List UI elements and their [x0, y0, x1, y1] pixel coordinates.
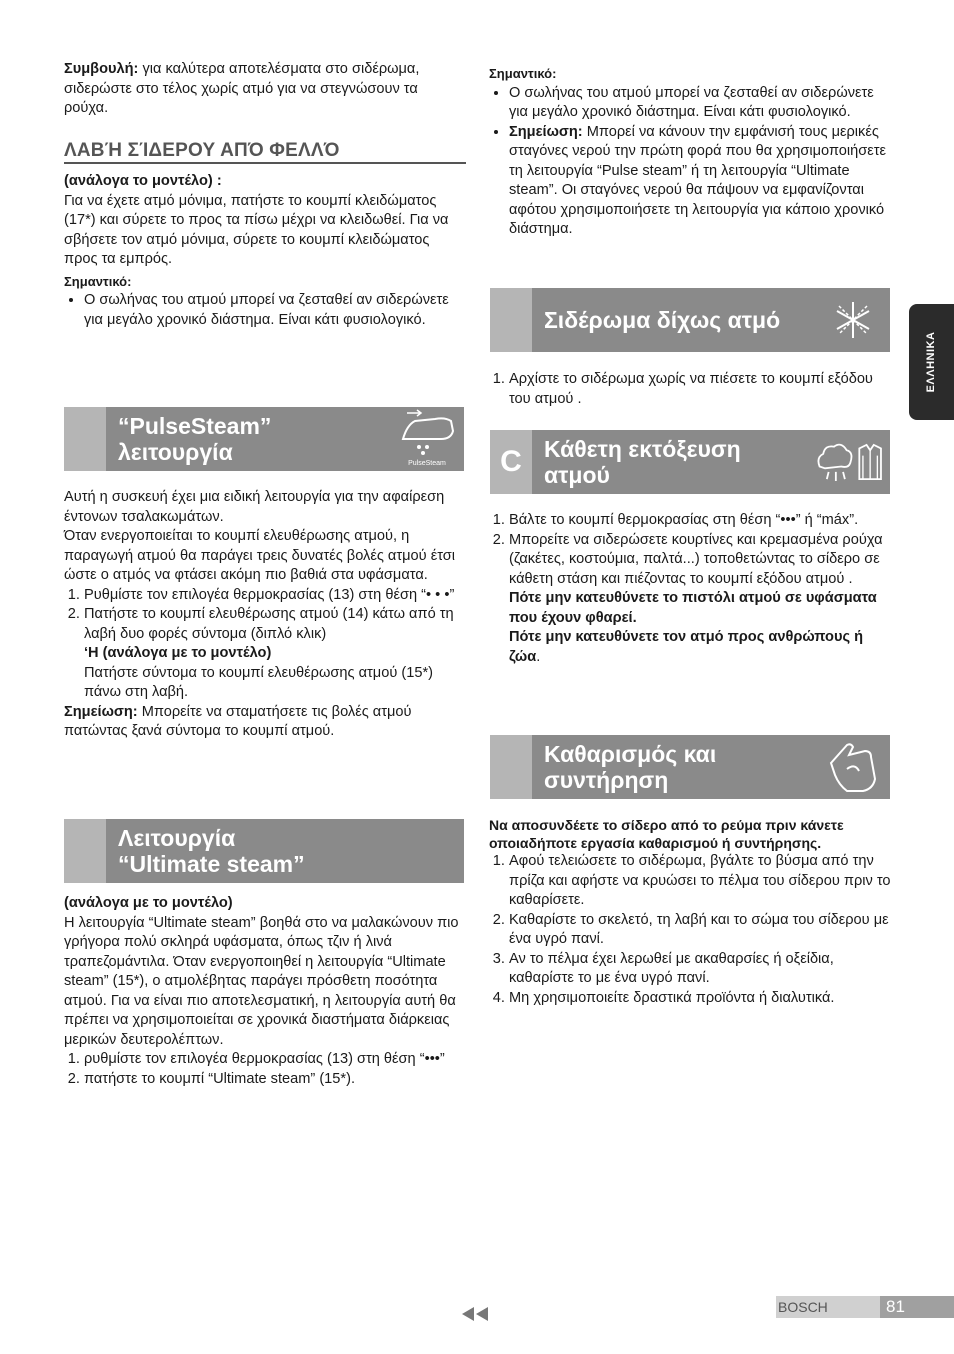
- left-column: [64, 60, 466, 330]
- pulse-paragraph-1: Αυτή η συσκευή έχει μια ειδική λειτουργία για την αφαίρεση έντονων τσαλακωμάτων.: [64, 489, 445, 525]
- cleaning-warning: Να αποσυνδέετε το σίδερο από το ρεύμα πριν κάνετε οποιαδήποτε εργασία καθαρισμού ή συντήρησης.: [489, 817, 844, 851]
- vertical-warning-2-end: .: [536, 648, 541, 665]
- right-bullet-list: [489, 84, 891, 240]
- cork-bullet-list: [64, 291, 466, 330]
- banner-title-line-2: “Ultimate steam”: [118, 851, 305, 877]
- cork-paragraph-1: Για να έχετε ατμό μόνιμα, πατήστε το κουμπί κλειδώματος (17*) και σύρετε το προς τα πίσω μέχρι να κλειδωθεί. Για να: [64, 192, 449, 228]
- vertical-steps: [489, 511, 891, 667]
- list-item: 3. Αν το πέλμα έχει λερωθεί με ακαθαρσίες ή οξείδια, καθαρίστε το με ένα υγρό πανί.: [509, 950, 891, 989]
- pulse-step-2-text: Πατήστε το κουμπί ελευθέρωσης ατμού (14) κάτω από τη λαβή δυο φορές σύντομα (διπλό κλικ): [84, 606, 454, 642]
- dry-steps: [489, 370, 891, 409]
- right-column: [489, 64, 891, 240]
- list-item: 1. Βάλτε το κουμπί θερμοκρασίας στη θέση “•••” ή “máx”.: [509, 511, 891, 531]
- ultimate-model-note: (ανάλογα με το μοντέλο): [64, 895, 233, 911]
- ultimate-steps: [64, 1050, 466, 1089]
- pulsesteam-icon-caption: PulseSteam: [408, 460, 446, 467]
- list-item: 1. ρυθμίστε τον επιλογέα θερμοκρασίας (13) στη θέση “•••”: [84, 1050, 466, 1070]
- note-text: Μπορεί να κάνουν την εμφάνισή τους μερικές σταγόνες νερού την πρώτη φορά που θα χρησιμοποιήσετε τη λειτουργία “Pulse steam” ή τη λειτουργία “Ultimate steam”. Οι σταγόνες νερού θα πάψουν να εμφανίζονται αφότου χρησιμοποιήσετε τη λειτουργία για κάποιο χρονικό διάστημα.: [509, 123, 887, 237]
- ultimate-steam-section: [64, 894, 466, 1089]
- pulsesteam-banner: [64, 407, 464, 471]
- pulse-or-label: ‘Η (ανάλογα με το μοντέλο): [84, 645, 272, 661]
- important-label: Σημαντικό:: [64, 273, 132, 289]
- pulse-or-text: Πατήστε σύντομα το κουμπί ελευθέρωσης ατμού (15*) πάνω στη λαβή.: [84, 664, 433, 700]
- list-item: 1. Ρυθμίστε τον επιλογέα θερμοκρασίας (13) στη θέση “• • •”: [84, 586, 466, 606]
- pulse-steps: [64, 586, 466, 703]
- banner-title: [106, 407, 390, 471]
- dry-ironing-section: [489, 370, 891, 409]
- banner-tab: [490, 288, 532, 352]
- list-item: [84, 605, 466, 703]
- banner-title: [532, 430, 816, 494]
- banner-title-line-2: συντήρηση: [544, 767, 669, 793]
- no-steam-icon: [816, 288, 890, 352]
- list-item: 4. Μη χρησιμοποιείτε δραστικά προϊόντα ή διαλυτικά.: [509, 989, 891, 1009]
- list-item: [509, 531, 891, 668]
- banner-title-line-1: “PulseSteam”: [118, 413, 272, 439]
- note-label: Σημείωση:: [64, 703, 138, 720]
- vertical-warning-2-bold: Πότε μην κατευθύνετε τον ατμό προς ανθρώπους ή ζώα: [509, 629, 864, 665]
- banner-title-line-1: Καθαρισμός και: [544, 741, 717, 767]
- banner-tab: C: [490, 430, 532, 494]
- cleaning-steps: [489, 852, 891, 1008]
- page-number: 81: [880, 1296, 954, 1318]
- footer-brand: BOSCH: [776, 1296, 882, 1318]
- cleaning-section: [489, 816, 891, 1008]
- list-item: 2. πατήστε το κουμπί “Ultimate steam” (15*).: [84, 1070, 466, 1090]
- list-item: • Ο σωλήνας του ατμού μπορεί να ζεσταθεί αν σιδερώνετε για μεγάλο χρονικό διάστημα. Είναι κάτι φυσιολογικό.: [84, 291, 466, 330]
- vertical-warning-2: [509, 628, 891, 667]
- cleaning-hand-icon: [816, 735, 890, 799]
- pulse-note: [64, 703, 466, 742]
- banner-tab: [490, 735, 532, 799]
- banner-title-line-2: ατμού: [544, 462, 610, 488]
- important-label: Σημαντικό:: [489, 66, 557, 81]
- pulsesteam-section: [64, 488, 466, 742]
- pulse-paragraph-2: Όταν ενεργοποιείται το κουμπί ελευθέρωσης ατμού, η παραγωγή ατμού θα παράγει τρεις δυνατές βολές ατμού έτσι ώστε ο ατμός να φτάσει ακόμη πιο βαθιά στα υφάσματα.: [64, 528, 456, 583]
- list-item: 1. Αφού τελειώσετε το σιδέρωμα, βγάλτε το βύσμα από την πρίζα και αφήστε να κρυώσει το πέλμα του σίδερου πριν το καθαρίσετε.: [509, 852, 891, 911]
- banner-title-line-1: Λειτουργία: [118, 825, 236, 851]
- cork-handle-heading: ΛΑΒΉ ΣΊΔΕΡΟΥ ΑΠΌ ΦΕΛΛΌ: [64, 141, 466, 165]
- vertical-steam-banner: [490, 430, 890, 494]
- cleaning-banner: [490, 735, 890, 799]
- banner-tab: [64, 819, 106, 883]
- cork-model-note: (ανάλογα το μοντέλο) :: [64, 173, 222, 189]
- banner-title-line-2: λειτουργία: [118, 439, 233, 465]
- vertical-steam-icon: [816, 430, 890, 494]
- banner-tab: [64, 407, 106, 471]
- tip-paragraph: [64, 60, 466, 119]
- banner-title: Σιδέρωμα δίχως ατμό: [544, 307, 781, 333]
- pulsesteam-icon: [390, 407, 464, 471]
- ultimate-paragraph: Η λειτουργία “Ultimate steam” βοηθά στο να μαλακώνουν πιο γρήγορα πολύ σκληρά υφάσματα, όπως τζιν ή λινά τραπεζομάντιλα. Όταν ενεργοποιηθεί η λειτουργία “Ultimate steam” (15*), ο ατμολέβητας παράγει πρόσθετη ποσότητα ατμού. Για να είναι πιο αποτελεσματική, η λειτουργία αυτή θα πρέπει να χρησιμοποιείται σε χρονικά διαστήματα διάρκειας μερικών δευτερολέπτων.: [64, 914, 459, 1048]
- list-item: [509, 123, 891, 240]
- vertical-warning-1: Πότε μην κατευθύνετε το πιστόλι ατμού σε υφάσματα που έχουν φθαρεί.: [509, 590, 877, 626]
- list-item: • Ο σωλήνας του ατμού μπορεί να ζεσταθεί αν σιδερώνετε για μεγάλο χρονικό διάστημα. Είναι κάτι φυσιολογικό.: [509, 84, 891, 123]
- tip-text: για καλύτερα αποτελέσματα στο σιδέρωμα, σιδερώστε στο τέλος χωρίς ατμό για να στεγνώσουν τα ρούχα.: [64, 61, 420, 116]
- language-tab-label: ΕΛΛΗΝΙΚΑ: [925, 331, 937, 393]
- tip-label: Συμβουλή:: [64, 61, 139, 77]
- note-text: Μπορείτε να σταματήσετε τις βολές ατμού πατώντας ξανά σύντομα το κουμπί ατμού.: [64, 703, 412, 739]
- banner-title-line-1: Κάθετη εκτόξευση: [544, 436, 741, 462]
- cork-paragraph-2: σβήσετε τον ατμό μόνιμα, σύρετε το κουμπί κλειδώματος προς τα εμπρός.: [64, 231, 430, 267]
- banner-title: [106, 819, 464, 883]
- banner-title: [532, 735, 816, 799]
- back-arrows-icon: [462, 1307, 492, 1326]
- dry-ironing-banner: [490, 288, 890, 352]
- note-label: Σημείωση:: [509, 123, 583, 140]
- vertical-steam-section: [489, 511, 891, 667]
- language-tab: [909, 304, 954, 420]
- list-item: 2. Καθαρίστε το σκελετό, τη λαβή και το σώμα του σίδερου με ένα υγρό πανί.: [509, 911, 891, 950]
- ultimate-steam-banner: [64, 819, 464, 883]
- list-item: 1. Αρχίστε το σιδέρωμα χωρίς να πιέσετε το κουμπί εξόδου του ατμού .: [509, 370, 891, 409]
- vertical-step-2-text: Μπορείτε να σιδερώσετε κουρτίνες και κρεμασμένα ρούχα (ζακέτες, κοστούμια, παλτά...) τοποθετώντας το σίδερο σε κάθετη στάση και πιέζοντας το κουμπί εξόδου ατμού .: [509, 531, 883, 587]
